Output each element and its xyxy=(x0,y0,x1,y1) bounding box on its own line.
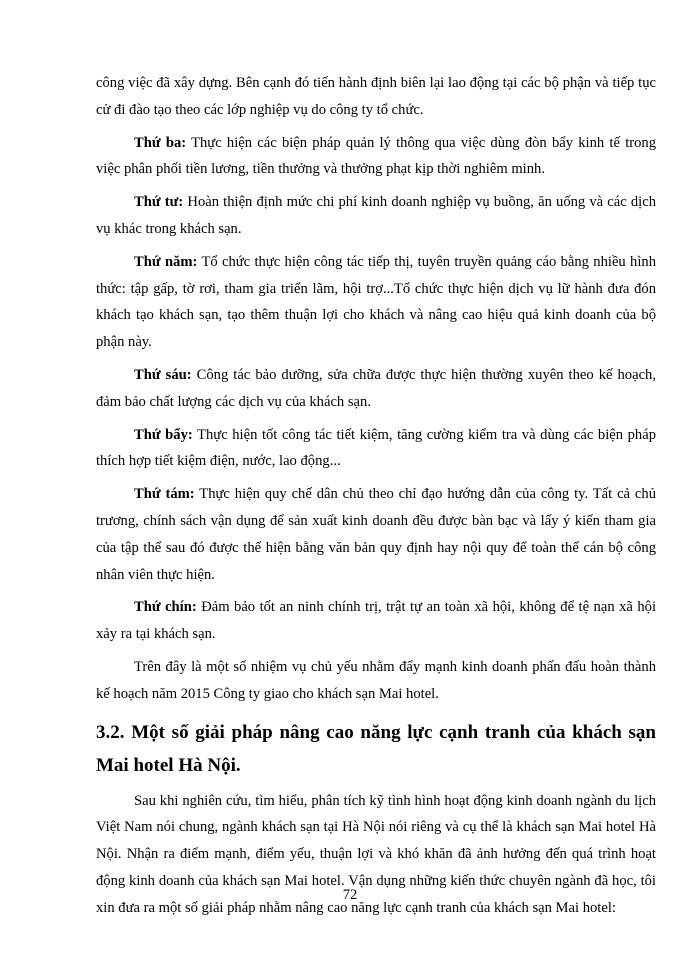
section-paragraph: Sau khi nghiên cứu, tìm hiểu, phân tích kỹ tình hình hoạt động kinh doanh ngành du lịch Việt Nam nói chung, ngành khách sạn tại Hà Nội nói riêng và cụ thể là khách sạn Mai hotel Hà Nội. Nhận ra điểm mạnh, điểm yếu, thuận lợi và khó khăn đã ảnh hưởng đến quá trình hoạt động kinh doanh của khách sạn Mai hotel. Vận dụng những kiến thức chuyên ngành đã học, tôi xin đưa ra một số giải pháp nhằm nâng cao năng lực cạnh tranh của khách sạn Mai hotel: xyxy=(96,792,656,916)
section-heading: 3.2. Một số giải pháp nâng cao năng lực cạnh tranh của khách sạn Mai hotel Hà Nội. xyxy=(96,721,656,776)
item-lead: Thứ ba: xyxy=(134,134,187,151)
page-number: 72 xyxy=(342,887,358,903)
item-lead: Thứ tám: xyxy=(134,486,195,503)
list-item-sixth xyxy=(96,362,656,416)
summary-paragraph: Trên đây là một số nhiệm vụ chủ yếu nhằm đẩy mạnh kinh doanh phấn đấu hoàn thành kế hoạch năm 2015 Công ty giao cho khách sạn Mai hotel. xyxy=(96,658,656,702)
list-item-seventh xyxy=(96,422,656,476)
item-text: Thực hiện tốt công tác tiết kiệm, tăng cường kiểm tra và dùng các biện pháp thích hợp tiết kiệm điện, nước, lao động... xyxy=(96,426,657,470)
item-text: Thực hiện quy chế dân chủ theo chỉ đạo hướng dẫn của công ty. Tất cả chủ trương, chính sách vận dụng để sản xuất kinh doanh đều được bàn bạc và lấy ý kiến tham gia của tập thể sau đó được thể hiện bằng văn bản quy định hay nội quy để toàn thể cán bộ công nhân viên thực hiện. xyxy=(96,486,656,583)
list-item-ninth xyxy=(96,594,656,648)
document-page xyxy=(96,70,656,928)
item-text: Thực hiện các biện pháp quản lý thông qua việc dùng đòn bẩy kinh tế trong việc phân phối tiền lương, tiền thưởng và thưởng phạt kịp thời nghiêm minh. xyxy=(96,134,656,178)
list-item-eighth xyxy=(96,481,656,588)
item-lead: Thứ chín: xyxy=(134,599,197,616)
list-item-fifth xyxy=(96,249,656,356)
item-text: Tổ chức thực hiện công tác tiếp thị, tuyên truyền quảng cáo bằng nhiều hình thức: tập gấp, tờ rơi, tham gia triển lãm, hội trợ...Tổ chức thực hiện dịch vụ lữ hành đưa đón khách tạo khách sạn, tạo thêm thuận lợi cho khách và nâng cao hiệu quả kinh doanh của bộ phận này. xyxy=(96,253,657,351)
list-item-fourth xyxy=(96,189,656,243)
item-lead: Thứ tư: xyxy=(134,194,184,211)
item-text: Công tác bảo dưỡng, sửa chữa được thực hiện thường xuyên theo kế hoạch, đảm bảo chất lượng các dịch vụ của khách sạn. xyxy=(96,366,656,410)
list-item-third xyxy=(96,130,656,184)
intro-paragraph: công việc đã xây dựng. Bên cạnh đó tiến hành định biên lại lao động tại các bộ phận và tiếp tục cử đi đào tạo theo các lớp nghiệp vụ do công ty tổ chức. xyxy=(96,75,656,118)
item-lead: Thứ năm: xyxy=(134,253,198,270)
item-text: Đảm bảo tốt an ninh chính trị, trật tự an toàn xã hội, không để tệ nạn xã hội xảy ra tại khách sạn. xyxy=(96,599,657,643)
item-lead: Thứ bẩy: xyxy=(134,426,193,443)
item-lead: Thứ sáu: xyxy=(134,366,192,383)
item-text: Hoàn thiện định mức chi phí kinh doanh nghiệp vụ buồng, ăn uống và các dịch vụ khác trong khách sạn. xyxy=(96,194,657,237)
